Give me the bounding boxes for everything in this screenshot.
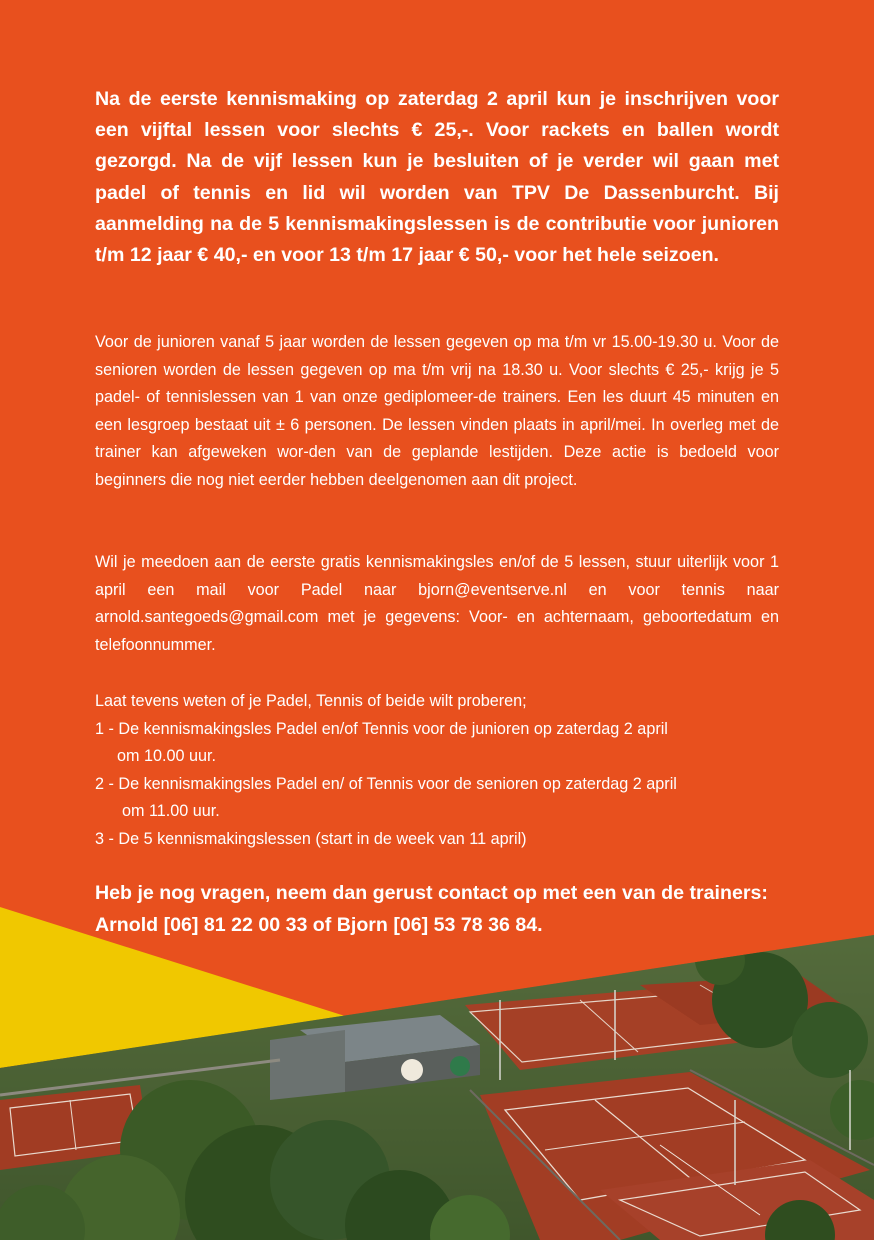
options-lead: Laat tevens weten of je Padel, Tennis of beide wilt proberen; <box>95 692 527 710</box>
contact-question: Heb je nog vragen, neem dan gerust contact op met een van de trainers: <box>95 882 768 904</box>
schedule-paragraph: Voor de junioren vanaf 5 jaar worden de lessen gegeven op ma t/m vr 15.00-19.30 u. Voor de senioren worden de lessen gegeven op ma t/m vrij na 18.30 u. Voor slechts € 25,- krijg je 5 padel- of tennislessen van 1 van onze gediplomeer-de trainers. Een les duurt 45 minuten en een lesgroep bestaat uit ± 6 personen. De lessen vinden plaats in april/mei. In overleg met de trainer kan afgeweken wor-den van de geplande lestijden. Deze actie is bedoeld voor beginners die nog niet eerder hebben deelgenomen aan dit project. <box>95 333 779 489</box>
list-item <box>95 771 779 826</box>
options-list <box>95 688 779 854</box>
list-item-continuation: om 11.00 uur. <box>122 802 220 821</box>
list-item <box>95 826 779 854</box>
list-item-line: 1 - De kennismakingsles Padel en/of Tennis voor de junioren op zaterdag 2 april <box>95 719 668 738</box>
contact-phone-numbers: Arnold [06] 81 22 00 33 of Bjorn [06] 53 78 36 84. <box>95 913 543 936</box>
list-item-line: 2 - De kennismakingsles Padel en/ of Tennis voor de senioren op zaterdag 2 april <box>95 774 677 793</box>
list-item-line: 3 - De 5 kennismakingslessen (start in de week van 11 april) <box>95 829 527 848</box>
list-item <box>95 716 779 771</box>
list-item-continuation: om 10.00 uur. <box>117 747 216 766</box>
contact-closing <box>95 878 795 941</box>
signup-paragraph: Wil je meedoen aan de eerste gratis kennismakingsles en/of de 5 lessen, stuur uiterlijk voor 1 april een mail voor Padel naar bjorn@eventserve.nl en voor tennis naar arnold.santegoeds@gmail.com met je gegevens: Voor- en achternaam, geboortedatum en telefoonnummer. <box>95 553 779 654</box>
intro-paragraph: Na de eerste kennismaking op zaterdag 2 april kun je inschrijven voor een vijftal lessen voor slechts € 25,-. Voor rackets en ballen wordt gezorgd. Na de vijf lessen kun je besluiten of je verder wil gaan met padel of tennis en lid wil worden van TPV De Dassenburcht. Bij aanmelding na de 5 kennismakingslessen is de contributie voor junioren t/m 12 jaar € 40,- en voor 13 t/m 17 jaar € 50,- voor het hele seizoen. <box>95 88 779 267</box>
main-content <box>95 84 779 936</box>
